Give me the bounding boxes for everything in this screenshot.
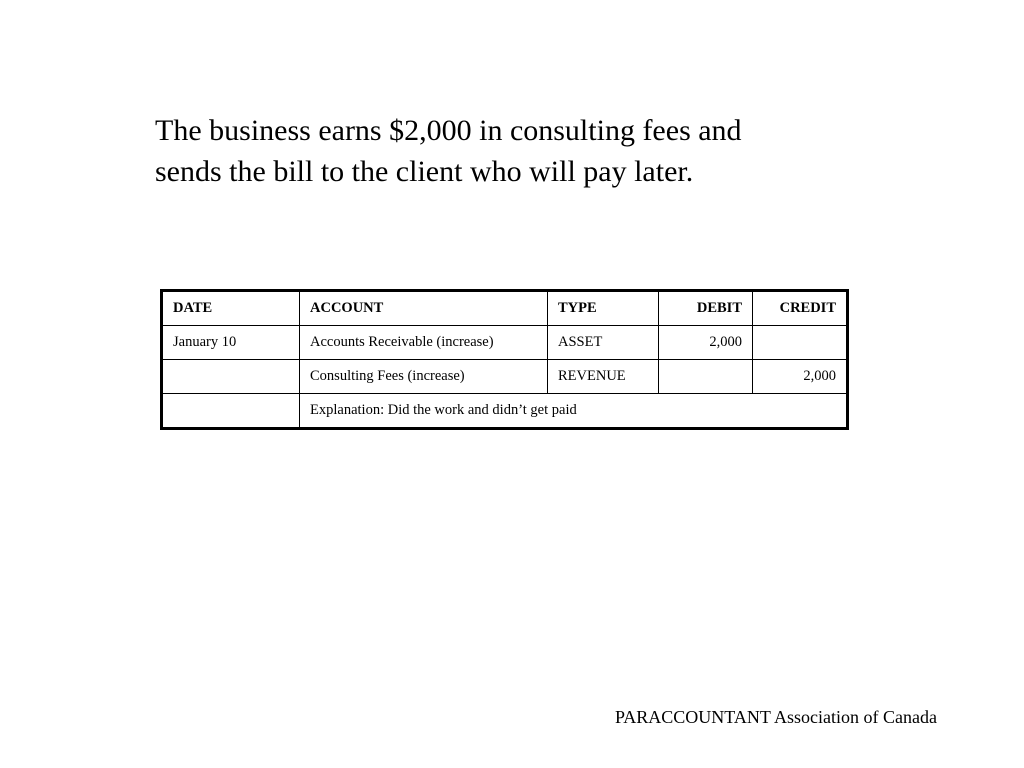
cell-account: Accounts Receivable (increase) bbox=[300, 326, 548, 360]
cell-credit bbox=[753, 326, 848, 360]
explanation-cell: Explanation: Did the work and didn’t get paid bbox=[300, 394, 848, 429]
table-header-row bbox=[162, 291, 848, 326]
cell-type: ASSET bbox=[548, 326, 659, 360]
cell-date: January 10 bbox=[162, 326, 300, 360]
header-date: DATE bbox=[162, 291, 300, 326]
cell-date bbox=[162, 394, 300, 429]
slide-title bbox=[155, 110, 875, 192]
header-debit: DEBIT bbox=[659, 291, 753, 326]
explanation-row bbox=[162, 394, 848, 429]
title-line-2: sends the bill to the client who will pay later. bbox=[155, 155, 694, 188]
cell-debit: 2,000 bbox=[659, 326, 753, 360]
header-account: ACCOUNT bbox=[300, 291, 548, 326]
journal-entry-table bbox=[160, 289, 849, 430]
header-type: TYPE bbox=[548, 291, 659, 326]
cell-debit bbox=[659, 360, 753, 394]
header-credit: CREDIT bbox=[753, 291, 848, 326]
footer-organization: PARACCOUNTANT Association of Canada bbox=[614, 707, 937, 727]
table-row bbox=[162, 326, 848, 360]
cell-type: REVENUE bbox=[548, 360, 659, 394]
cell-date bbox=[162, 360, 300, 394]
cell-account: Consulting Fees (increase) bbox=[300, 360, 548, 394]
title-line-1: The business earns $2,000 in consulting fees and bbox=[155, 114, 742, 147]
cell-credit: 2,000 bbox=[753, 360, 848, 394]
table-row bbox=[162, 360, 848, 394]
